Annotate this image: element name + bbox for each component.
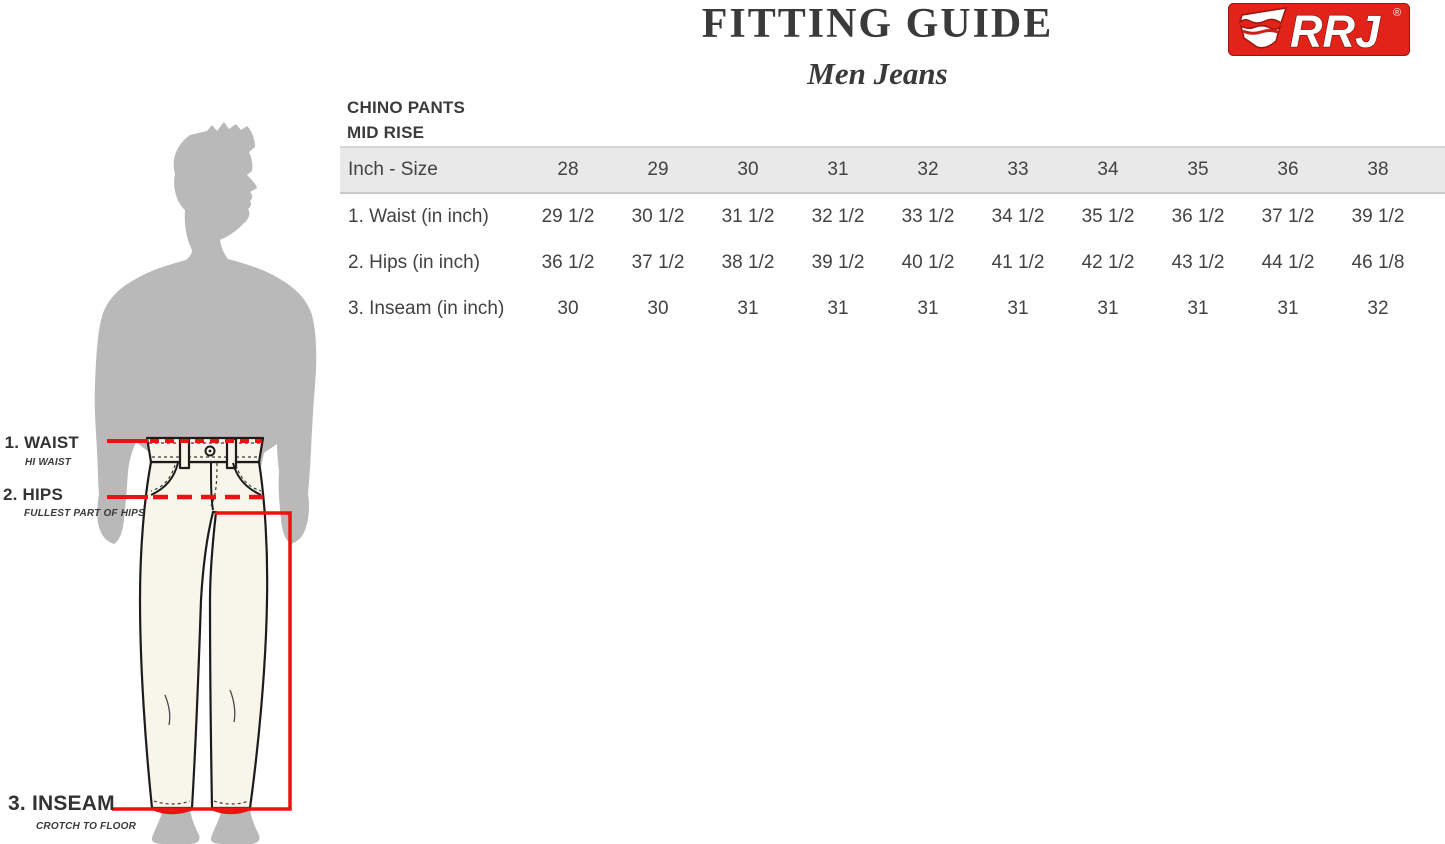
hips-value: 36 1/2 xyxy=(541,252,595,273)
size-col-header: 35 xyxy=(1187,159,1209,180)
rrj-logo-icon xyxy=(1228,3,1410,56)
page-subtitle: Men Jeans xyxy=(807,56,948,91)
size-col-header: 36 xyxy=(1277,159,1299,180)
hips-value: 41 1/2 xyxy=(991,252,1045,273)
size-table xyxy=(340,146,1445,332)
fit-diagram xyxy=(0,100,340,844)
inseam-value: 31 xyxy=(1097,298,1119,319)
table-row-hips xyxy=(340,240,1445,286)
size-header-label: Inch - Size xyxy=(348,159,438,180)
brand-text: RRJ xyxy=(1290,6,1381,56)
inseam-value: 32 xyxy=(1367,298,1389,319)
waist-value: 29 1/2 xyxy=(541,206,595,227)
inseam-label: 3. INSEAM xyxy=(8,792,115,815)
pants-illustration xyxy=(140,438,267,808)
page-title: FITTING GUIDE xyxy=(701,1,1054,47)
size-col-header: 29 xyxy=(647,159,669,180)
hips-value: 40 1/2 xyxy=(901,252,955,273)
size-col-header: 28 xyxy=(557,159,579,180)
row-label: 3. Inseam (in inch) xyxy=(348,298,505,319)
size-col-header: 33 xyxy=(1007,159,1029,180)
waist-value: 32 1/2 xyxy=(811,206,865,227)
waist-value: 30 1/2 xyxy=(631,206,685,227)
size-col-header: 32 xyxy=(917,159,939,180)
waist-label: 1. WAIST xyxy=(4,433,79,452)
belt-loop-right xyxy=(227,439,236,468)
registered-mark: ® xyxy=(1393,7,1402,19)
hips-value: 39 1/2 xyxy=(811,252,865,273)
hips-value: 38 1/2 xyxy=(721,252,775,273)
row-label: 2. Hips (in inch) xyxy=(348,252,480,273)
button-center xyxy=(209,450,212,453)
waist-value: 34 1/2 xyxy=(991,206,1045,227)
table-row-waist xyxy=(340,194,1445,240)
size-col-header: 30 xyxy=(737,159,759,180)
size-table-header-row xyxy=(340,146,1445,194)
inseam-value: 30 xyxy=(557,298,579,319)
hips-value: 43 1/2 xyxy=(1171,252,1225,273)
waist-value: 39 1/2 xyxy=(1351,206,1405,227)
waist-value: 31 1/2 xyxy=(721,206,775,227)
category-heading xyxy=(347,95,465,145)
waist-value: 35 1/2 xyxy=(1081,206,1135,227)
belt-loop-left xyxy=(180,439,189,468)
inseam-value: 31 xyxy=(737,298,759,319)
size-col-header: 31 xyxy=(827,159,849,180)
hips-value: 42 1/2 xyxy=(1081,252,1135,273)
size-col-header: 34 xyxy=(1097,159,1119,180)
waist-value: 33 1/2 xyxy=(901,206,955,227)
category-line-1: CHINO PANTS xyxy=(347,98,466,117)
inseam-value: 31 xyxy=(1277,298,1299,319)
table-row-inseam xyxy=(340,286,1445,332)
inseam-value: 31 xyxy=(1007,298,1029,319)
hips-sublabel: FULLEST PART OF HIPS xyxy=(24,508,145,519)
waist-value: 37 1/2 xyxy=(1261,206,1315,227)
inseam-value: 31 xyxy=(827,298,849,319)
hips-value: 37 1/2 xyxy=(631,252,685,273)
header xyxy=(585,0,1170,92)
waist-sublabel: HI WAIST xyxy=(24,457,71,468)
hips-label: 2. HIPS xyxy=(3,485,63,504)
row-label: 1. Waist (in inch) xyxy=(348,206,489,227)
hips-value: 46 1/8 xyxy=(1351,252,1405,273)
inseam-value: 30 xyxy=(647,298,669,319)
category-line-2: MID RISE xyxy=(347,123,425,142)
inseam-sublabel: CROTCH TO FLOOR xyxy=(36,821,137,832)
fit-diagram-svg xyxy=(0,100,340,844)
size-col-header: 38 xyxy=(1367,159,1389,180)
inseam-value: 31 xyxy=(917,298,939,319)
hips-value: 44 1/2 xyxy=(1261,252,1315,273)
inseam-value: 31 xyxy=(1187,298,1209,319)
brand-logo xyxy=(1228,3,1410,56)
waist-value: 36 1/2 xyxy=(1171,206,1225,227)
